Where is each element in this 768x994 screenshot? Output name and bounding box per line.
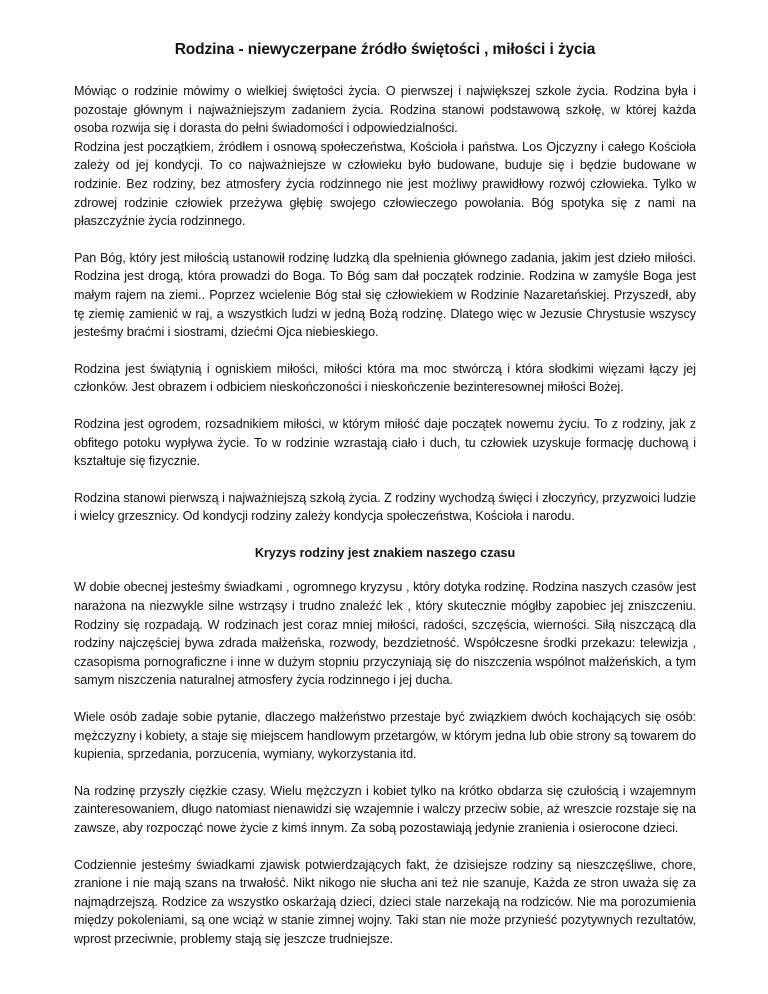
document-title: Rodzina - niewyczerpane źródło świętości , miłości i życia — [174, 41, 596, 58]
paragraph-text: Mówiąc o rodzinie mówimy o wielkiej świętości życia. O pierwszej i największej szkole życia. Rodzina była i pozostaje głównym i najważniejszym zadaniem życia. Rodzina stanowi podstawową szkołę, w której każda osoba rozwija się i dorasta do pełni świadomości i odpowiedzialności. — [74, 84, 696, 136]
paragraph-text: Wiele osób zadaje sobie pytanie, dlaczego małżeństwo przestaje być związkiem dwóch kochających się osób: mężczyzny i kobiety, a staje się miejscem handlowym przetargów, w którym jedna lub obie strony są towarem do kupienia, sprzedania, porzucenia, wymiany, wykorzystania itd. — [74, 710, 696, 762]
paragraph-2 — [74, 249, 696, 342]
paragraph-text: Na rodzinę przyszły ciężkie czasy. Wielu mężczyzn i kobiet tylko na krótko obdarza się czułością i wzajemnym zainteresowaniem, długo natomiast nienawidzi się wzajemnie i walczy przeciw sobie, aż wreszcie rozstaje się na zawsze, aby rozpocząć nowe życie z kimś innym. Za sobą pozostawiają jedynie zranienia i osierocone dzieci. — [74, 783, 696, 835]
paragraph-1 — [74, 82, 696, 231]
paragraph-text: Pan Bóg, który jest miłością ustanowił rodzinę ludzką dla spełnienia głównego zadania, jakim jest dzieło miłości. Rodzina jest drogą, która prowadzi do Boga. To Bóg sam dał początek rodzinie. Rodzina w zamyśle Boga jest małym rajem na ziemi.. Poprzez wcielenie Bóg stał się człowiekiem w Rodzinie Nazaretańskiej. Przyszedł, aby tę ziemię zamienić w raj, a wszystkich ludzi w jedną Bożą rodzinę. Dlatego więc w Jezusie Chrystusie wszyscy jesteśmy braćmi i siostrami, dziećmi Ojca niebieskiego. — [74, 250, 696, 340]
section-paragraph-1 — [74, 578, 696, 690]
paragraph-4 — [74, 415, 696, 471]
section-paragraph-3 — [74, 782, 696, 838]
paragraph-5 — [74, 489, 696, 526]
paragraph-text: Rodzina jest początkiem, źródłem i osnową społeczeństwa, Kościoła i państwa. Los Ojczyzny i całego Kościoła zależy od jej kondycji. To co najważniejsze w człowieku było budowane, buduje się i będzie budowane w rodzinie. Bez rodziny, bez atmosfery życia rodzinnego nie jest możliwy prawidłowy rozwój człowieka. Tylko w zdrowej rodzinie człowiek przeżywa głębię swojego człowieczego powołania. Bóg spotyka się z nami na płaszczyźnie życia rodzinnego. — [74, 139, 696, 229]
paragraph-3 — [74, 360, 696, 397]
paragraph-text: Rodzina jest świątynią i ogniskiem miłości, miłości która ma moc stwórczą i która słodkimi więzami łączy jej członków. Jest obrazem i odbiciem nieskończoności i nieskończenie bezinteresownej miłości Bożej. — [74, 361, 696, 395]
section-paragraph-2 — [74, 708, 696, 764]
paragraph-text: W dobie obecnej jesteśmy świadkami , ogromnego kryzysu , który dotyka rodzinę. Rodzina naszych czasów jest narażona na niezwykle silne wstrząsy i trudno znaleźć lek , który skutecznie mógłby zapobiec jej zniszczeniu. Rodziny się rozpadają. W rodzinach jest coraz mniej miłości, radości, szczęścia, wierności. Siłą niszczącą dla rodziny najczęściej bywa zdrada małżeńska, rozwody, bezdzietność. Współczesne środki przekazu: telewizja , czasopisma pornograficzne i inne w dużym stopniu przyczyniają się do niszczenia wspólnot małżeńskich, a tym samym niszczenia naturalnej atmosfery życia rodzinnego i jej ducha. — [74, 580, 696, 688]
paragraph-text: Codziennie jesteśmy świadkami zjawisk potwierdzających fakt, że dzisiejsze rodziny są nieszczęśliwe, chore, zranione i nie mają szans na trwałość. Nikt nikogo nie słucha ani też nie szanuje, Każda ze stron uważa się za najmądrzejszą. Rodzice za wszystko oskarżają dzieci, dzieci stale narzekają na rodziców. Nie ma porozumienia między pokoleniami, są one wciąż w stanie zimnej wojny. Taki stan nie może przynieść pozytywnych rezultatów, wprost przeciwnie, problemy stają się jeszcze trudniejsze. — [74, 857, 696, 946]
paragraph-text: Rodzina stanowi pierwszą i najważniejszą szkołą życia. Z rodziny wychodzą święci i złoczyńcy, przyzwoici ludzie i wielcy grzesznicy. Od kondycji rodziny zależy kondycja społeczeństwa, Kościoła i narodu. — [74, 490, 696, 524]
document-page — [74, 40, 696, 967]
paragraph-text: Rodzina jest ogrodem, rozsadnikiem miłości, w którym miłość daje początek nowemu życiu. To z rodziny, jak z obfitego potoku wypływa życie. To w rodzinie wzrastają ciało i duch, tu człowiek uzyskuje formację duchową i kształtuje się fizycznie. — [74, 416, 696, 469]
section-paragraph-4 — [74, 856, 696, 949]
section-heading: Kryzys rodziny jest znakiem naszego czasu — [254, 545, 516, 560]
